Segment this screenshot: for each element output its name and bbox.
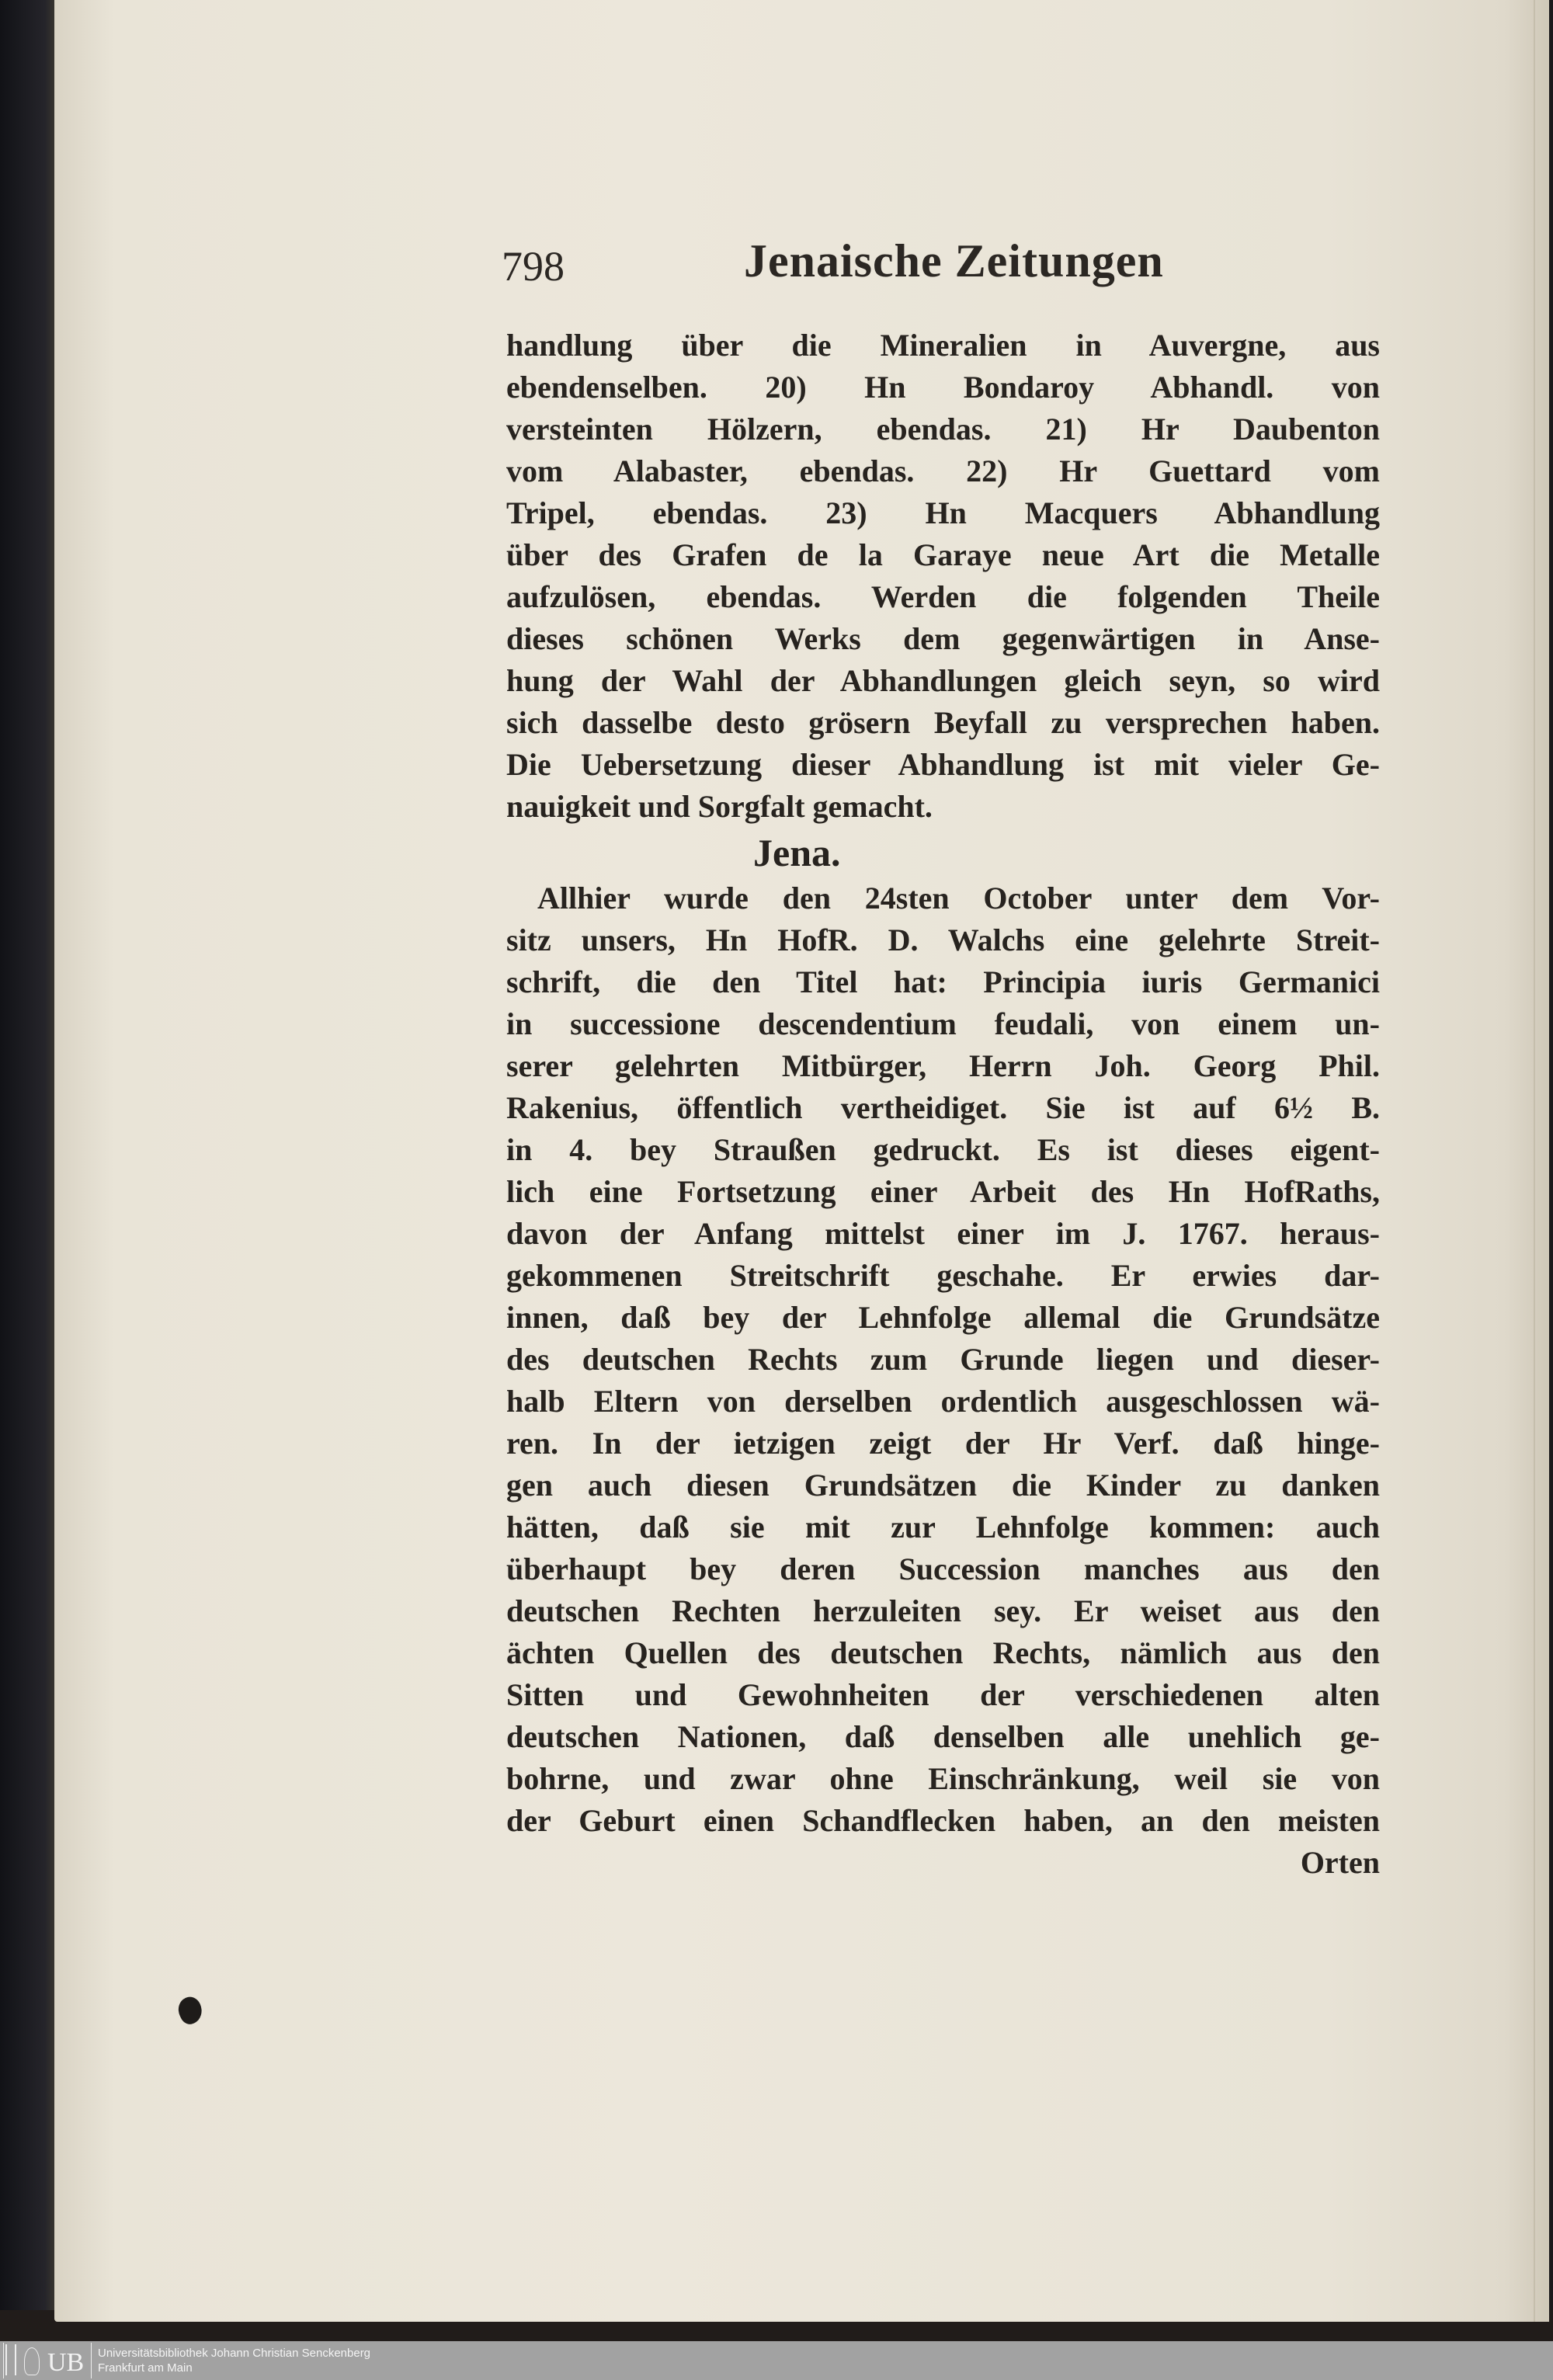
text-line: ren. In der ietzigen zeigt der Hr Verf. daß hinge- [506,1426,1380,1461]
text-line: lich eine Fortsetzung einer Arbeit des Hn HofRaths, [506,1174,1380,1209]
text-line: schrift, die den Titel hat: Principia iuris Germanici [506,964,1380,999]
text-line: aufzulösen, ebendas. Werden die folgenden Theile [506,579,1380,614]
footer-text [98,2346,370,2375]
institution-name: Universitätsbibliothek Johann Christian Senckenberg [98,2347,371,2360]
text-line: überhaupt bey deren Succession manches aus den [506,1551,1380,1586]
section-heading: Jena. [753,831,841,874]
text-line: des deutschen Rechts zum Grunde liegen und dieser- [506,1342,1380,1377]
text-line: Rakenius, öffentlich vertheidiget. Sie ist auf 6½ B. [506,1090,1380,1125]
page-number: 798 [502,243,565,290]
text-line: deutschen Rechten herzuleiten sey. Er weiset aus den [506,1593,1380,1628]
text-line: davon der Anfang mittelst einer im J. 1767. heraus- [506,1216,1380,1251]
text-line: hätten, daß sie mit zur Lehnfolge kommen: auch [506,1510,1380,1544]
text-line: versteinten Hölzern, ebendas. 21) Hr Daubenton [506,412,1380,446]
text-line: der Geburt einen Schandflecken haben, an den meisten [506,1803,1380,1838]
text-line: handlung über die Mineralien in Auvergne, aus [506,328,1380,363]
library-logo [3,2343,92,2378]
text-line: gen auch diesen Grundsätzen die Kinder zu danken [506,1468,1380,1503]
text-line: hung der Wahl der Abhandlungen gleich seyn, so wird [506,663,1380,698]
text-line: gekommenen Streitschrift geschahe. Er erwies dar- [506,1258,1380,1293]
running-title: Jenaische Zeitungen [744,235,1164,287]
text-line: ächten Quellen des deutschen Rechts, nämlich aus den [506,1635,1380,1670]
text-line: sich dasselbe desto grösern Beyfall zu versprechen haben. [506,705,1380,740]
scan-left-edge [0,0,56,2341]
body-text [506,325,1380,1884]
text-line: dieses schönen Werks dem gegenwärtigen in Anse- [506,621,1380,656]
text-line: Sitten und Gewohnheiten der verschiedenen alten [506,1677,1380,1712]
library-footer [0,2341,1553,2380]
text-line: innen, daß bey der Lehnfolge allemal die Grundsätze [506,1300,1380,1335]
text-line: in 4. bey Straußen gedruckt. Es ist dieses eigent- [506,1132,1380,1167]
text-line: halb Eltern von derselben ordentlich ausgeschlossen wä- [506,1384,1380,1419]
text-line: ebendenselben. 20) Hn Bondaroy Abhandl. von [506,370,1380,405]
text-line: bohrne, und zwar ohne Einschränkung, weil sie von [506,1761,1380,1796]
text-line: vom Alabaster, ebendas. 22) Hr Guettard vom [506,453,1380,488]
logo-text: UB [47,2348,85,2377]
text-line: serer gelehrten Mitbürger, Herrn Joh. Georg Phil. [506,1048,1380,1083]
text-line: nauigkeit und Sorgfalt gemacht. [506,789,933,824]
text-line: Die Uebersetzung dieser Abhandlung ist mit vieler Ge- [506,747,1380,782]
institution-city: Frankfurt am Main [98,2361,193,2375]
text-line: deutschen Nationen, daß denselben alle unehlich ge- [506,1719,1380,1754]
text-line: Allhier wurde den 24sten October unter dem Vor- [537,881,1380,916]
logo-portrait-icon [24,2347,40,2375]
text-line: in successione descendentium feudali, von einem un- [506,1006,1380,1041]
text-line: Tripel, ebendas. 23) Hn Macquers Abhandlung [506,495,1380,530]
catchword: Orten [1300,1845,1380,1880]
logo-bars-icon [5,2344,16,2375]
text-line: sitz unsers, Hn HofR. D. Walchs eine gelehrte Streit- [506,922,1380,957]
text-line: über des Grafen de la Garaye neue Art die Metalle [506,537,1380,572]
